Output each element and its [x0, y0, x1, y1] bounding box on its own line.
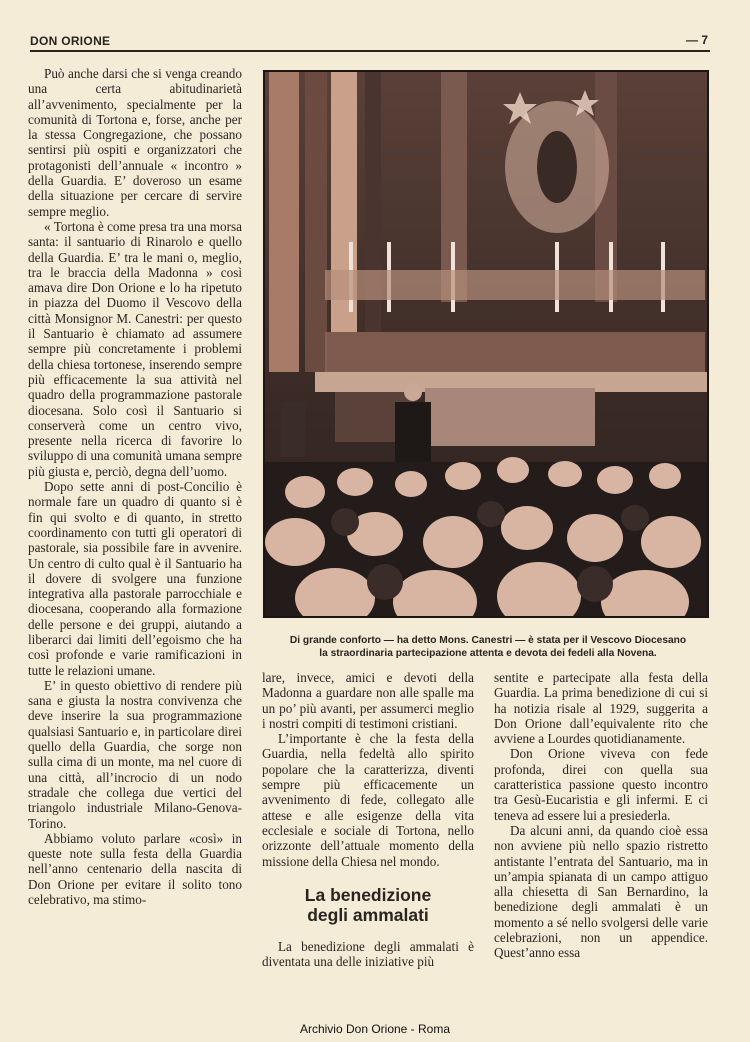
caption-line-2: la straordinaria partecipazione attenta e devota dei fedeli alla Novena.	[319, 648, 657, 659]
magazine-title: DON ORIONE	[30, 34, 111, 48]
paragraph: Può anche darsi che si venga creando una certa abitudinarietà all’avvenimento, specialmente per la comunità di Tortona e, forse, anche per la stessa Congregazione, che possano sentirsi più ospiti e organizzatori che protagonisti dell’annuale « incontro » della Guardia. E’ doveroso un esame della situazione per cercare di servire sempre meglio.	[28, 66, 242, 219]
article-column-1	[28, 66, 242, 907]
paragraph: Dopo sette anni di post-Concilio è normale fare un quadro di quanto si è fin qui svolto e di quanto, in stretto coordinamento con tutti gli operatori di pastorale, sia possibile fare in avvenire. Un centro di culto qual è il Santuario ha il dovere di svolgere una funzione integrativa alla pastorale parrocchiale e diocesana, cooperando alla formazione delle persone e dei gruppi, aiutando a liberarci dai limiti dell’egoismo che ha così profonde e varie ramificazioni in tutte le relazioni umane.	[28, 479, 242, 678]
article-column-2	[262, 670, 474, 969]
page-number: — 7	[685, 33, 708, 47]
paragraph: L’importante è che la festa della Guardia, nella fedeltà allo spirito popolare che la caratterizza, diventi sempre più efficacemente un avvenimento di fede, collegato alle attese e alle esigenze della vita ecclesiale e sociale di Tortona, nello orizzonte dell’attuale momento della missione della Chiesa nel mondo.	[262, 731, 474, 869]
paragraph: lare, invece, amici e devoti della Madonna a guardare non alle spalle ma un po’ più avanti, per assumerci meglio i nostri compiti di testimoni cristiani.	[262, 670, 474, 731]
header-rule	[30, 50, 710, 52]
paragraph: sentite e partecipate alla festa della Guardia. La prima benedizione di cui si ha notizia risale al 1929, suggerita a Don Orione dall’equivalente rito che avviene a Lourdes quotidianamente.	[494, 670, 708, 747]
paragraph: E’ in questo obiettivo di rendere più sana e giusta la nostra convivenza che deve inserire la sua programmazione qualsiasi Santuario e, in particolare direi quello della Guardia, che sorge non sulla cima di un monte, ma nel cuore di una città, all’incrocio di un nodo stradale che collega due vertici del triangolo industriale Milano-Genova-Torino.	[28, 677, 242, 831]
photo-caption	[266, 634, 710, 660]
section-heading-line-1: La benedizione	[304, 884, 432, 905]
paragraph: La benedizione degli ammalati è diventata una delle iniziative più	[262, 938, 474, 970]
archive-footer: Archivio Don Orione - Roma	[299, 1022, 451, 1036]
section-heading	[262, 885, 474, 925]
paragraph: « Tortona è come presa tra una morsa santa: il santuario di Rinarolo e quello della Guardia. E’ tra le mani o, meglio, tra le braccia della Madonna » così amava dire Don Orione e lo ha ripetuto in piazza del Duomo il Vescovo della città Monsignor M. Canestri: per questo il Santuario è chiamato ad assumere sempre più concretamente i problemi della chiesa tortonese, inserendo sempre più efficacemente la sua attività nel quadro della programmazione pastorale diocesana. Solo così il Santuario si conserverà come un centro vivo, presente nella ricerca di favorire lo sviluppo di una comunità umana sempre più giusta e, perciò, degna dell’uomo.	[28, 218, 242, 479]
sanctuary-photo-illustration	[265, 72, 707, 616]
article-column-3	[494, 670, 708, 961]
paragraph: Don Orione viveva con fede profonda, direi con quella sua caratteristica passione questo incontro tra Gesù-Eucaristia e gli infermi. E ci teneva ad essere lui a presiederla.	[494, 746, 708, 823]
sanctuary-photo	[263, 70, 709, 618]
paragraph: Abbiamo voluto parlare «così» in queste note sulla festa della Guardia nell’anno centenario della nascita di Don Orione per evitare il solito tono celebrativo, ma stimo-	[28, 830, 242, 908]
section-heading-line-2: degli ammalati	[307, 904, 429, 925]
paragraph: Da alcuni anni, da quando cioè essa non avviene più nello spazio ristretto antistante l’entrata del Santuario, ma in un’ampia spianata di un campo attiguo alla chiesetta di San Bernardino, la benedizione degli ammalati è un momento a sé nello svolgersi delle varie celebrazioni, non un appendice. Quest’anno essa	[494, 822, 708, 961]
caption-line-1: Di grande conforto — ha detto Mons. Canestri — è stata per il Vescovo Diocesano	[289, 635, 687, 646]
